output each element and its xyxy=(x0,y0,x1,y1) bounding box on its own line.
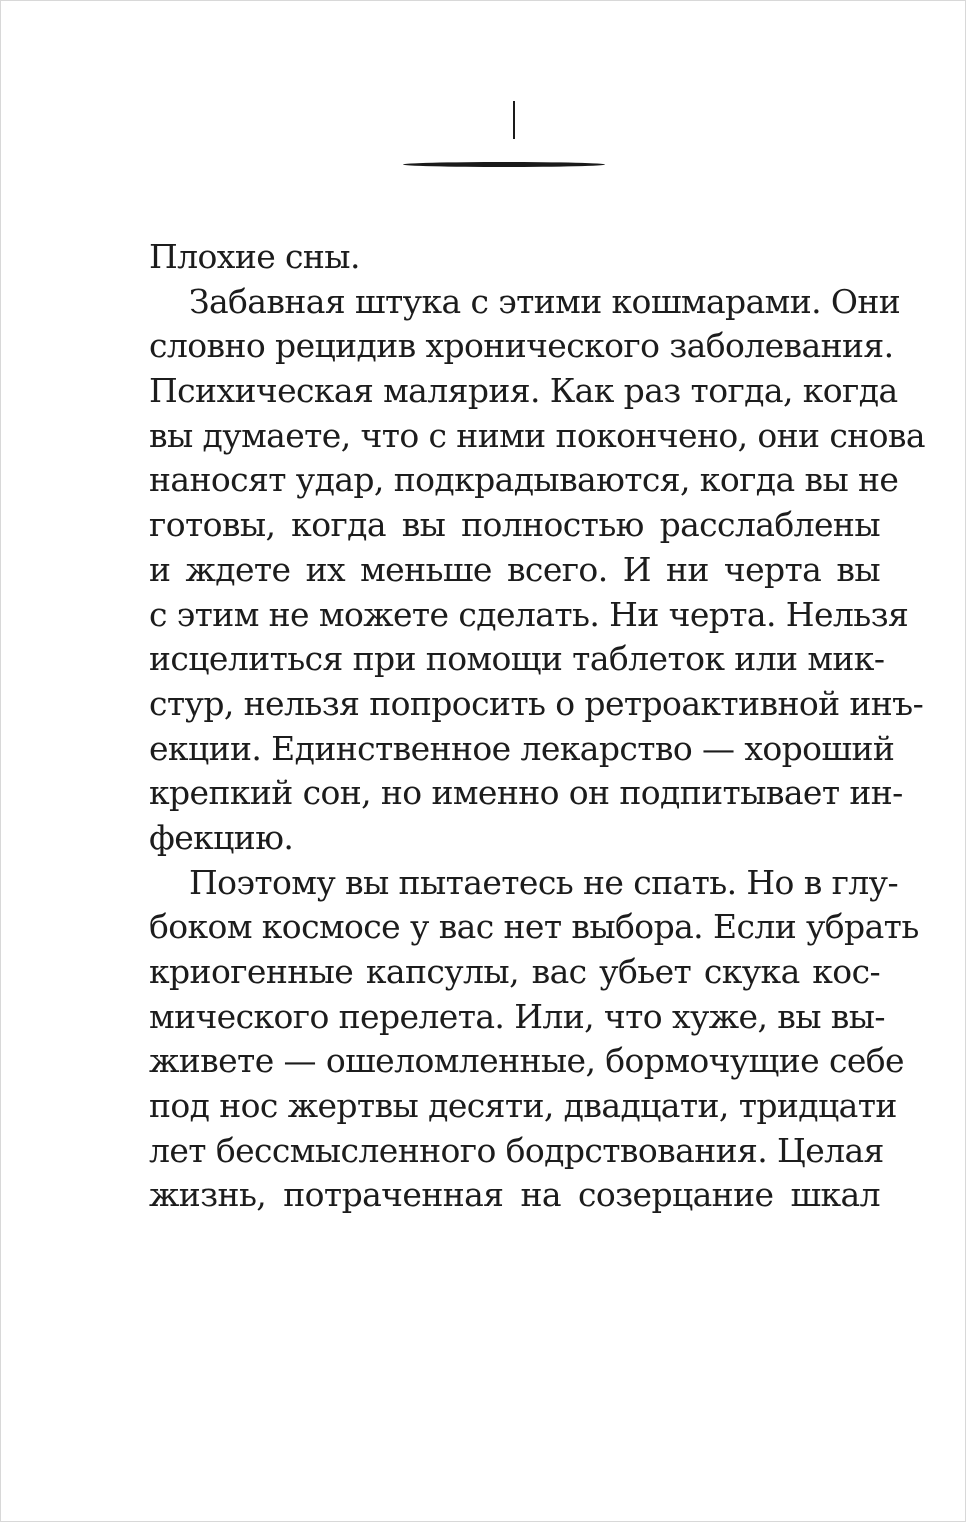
chapter-header xyxy=(1,1,965,201)
text-line: и ждете их меньше всего. И ни черта вы xyxy=(149,549,880,589)
text-line: жизнь, потраченная на созерцание шкал xyxy=(149,1175,880,1215)
text-line: екции. Единственное лекарство — хороший xyxy=(149,728,895,768)
body-text xyxy=(149,235,925,1218)
text-line: фекцию. xyxy=(149,817,294,857)
text-line: крепкий сон, но именно он подпитывает ин- xyxy=(149,773,903,813)
text-line: лет бессмысленного бодрствования. Целая xyxy=(149,1130,884,1170)
chapter-number xyxy=(513,101,515,139)
text-line: под нос жертвы десяти, двадцати, тридцати xyxy=(149,1086,897,1126)
text-line: вы думаете, что с ними покончено, они снова xyxy=(149,415,925,455)
text-line: словно рецидив хронического заболевания. xyxy=(149,326,894,366)
text-line: Плохие сны. xyxy=(149,237,360,276)
text-line: исцелиться при помощи таблеток или мик- xyxy=(149,639,885,679)
text-line: Забавная штука с этими кошмарами. Они xyxy=(189,281,901,321)
text-line: готовы, когда вы полностью расслаблены xyxy=(149,505,880,545)
text-line: боком космосе у вас нет выбора. Если убрать xyxy=(149,907,919,947)
text-line: наносят удар, подкрадываются, когда вы не xyxy=(149,460,899,500)
text-line: с этим не можете сделать. Ни черта. Нельзя xyxy=(149,594,909,634)
text-line: криогенные капсулы, вас убьет скука кос- xyxy=(149,952,880,991)
text-line: Поэтому вы пытаетесь не спать. Но в глу- xyxy=(189,862,898,902)
text-line: Психическая малярия. Как раз тогда, когда xyxy=(149,371,898,411)
chapter-divider xyxy=(403,162,605,167)
text-line: живете — ошеломленные, бормочущие себе xyxy=(149,1041,904,1081)
text-line: мического перелета. Или, что хуже, вы вы- xyxy=(149,996,885,1036)
text-line: стур, нельзя попросить о ретроактивной инъ- xyxy=(149,683,924,723)
